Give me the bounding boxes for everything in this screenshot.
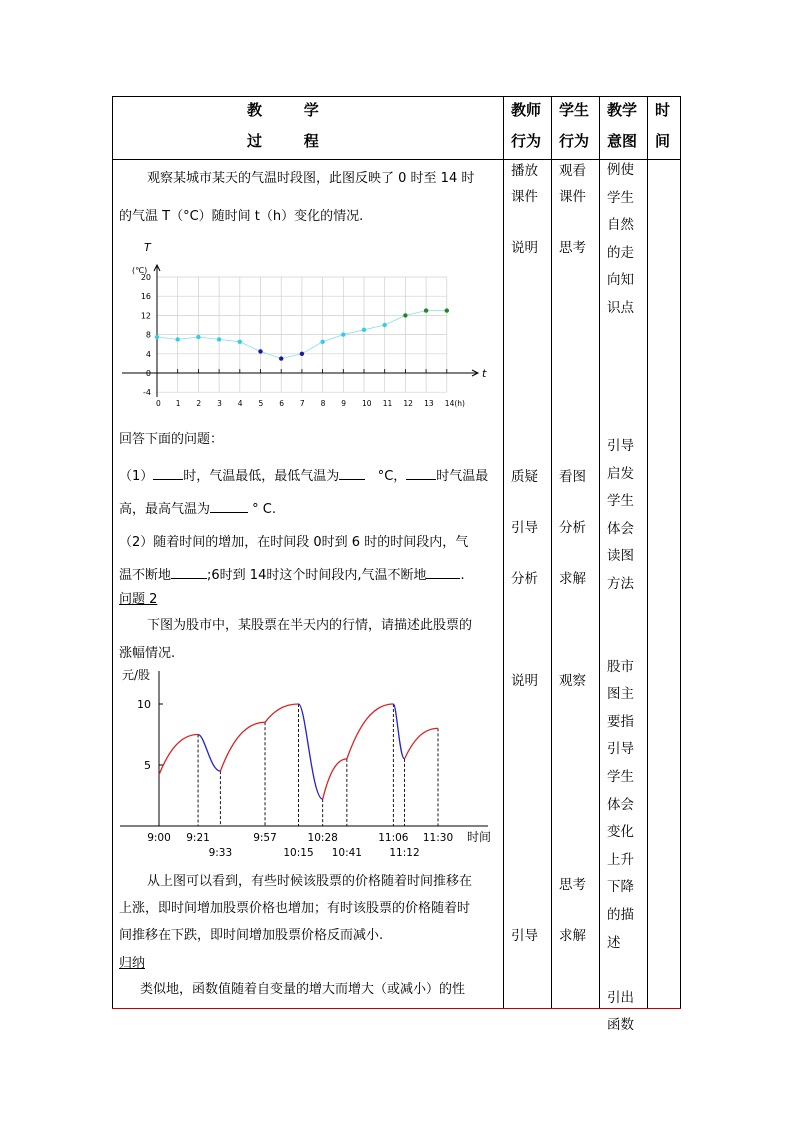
- temperature-x-tick-label: 14(h): [444, 399, 465, 409]
- temperature-x-tick-label: 12: [403, 399, 413, 409]
- stock-chart-marks: [120, 671, 488, 859]
- q1-text-a: 时，气温最低，最低气温为: [183, 469, 340, 484]
- teacher-behavior-item: [511, 363, 538, 389]
- q1-text-c: 时气温最: [436, 469, 489, 484]
- stock-x-tick-label: 9:21: [186, 832, 210, 844]
- temperature-y-tick-label: 16: [140, 292, 151, 302]
- temperature-x-tick-label: 8: [320, 399, 326, 409]
- q1-number: （1）: [119, 469, 154, 484]
- temperature-y-tick-label: 12: [140, 311, 151, 321]
- observation-line-3: 间推移在下跌，即时间增加股票价格反而减小.: [119, 928, 384, 943]
- stock-y-axis-label: 元/股: [122, 668, 151, 682]
- temperature-x-tick-label: 2: [196, 399, 202, 409]
- teacher-behavior-item: [511, 440, 538, 466]
- q2-text-a: 温不断地: [119, 568, 172, 583]
- teacher-behavior-item: 课件: [511, 188, 538, 205]
- temperature-chart-grid: [157, 277, 447, 392]
- teaching-intent-item: 图主: [607, 686, 634, 703]
- q1-text-d: 高，最高气温为: [119, 502, 211, 517]
- teaching-intent-item: 方法: [607, 575, 634, 592]
- teacher-behavior-item: [511, 797, 538, 823]
- stock-x-tick-label: 9:33: [208, 847, 233, 859]
- temperature-x-tick-label: 0: [156, 399, 161, 409]
- teacher-behavior-item: [511, 414, 538, 440]
- teacher-behavior-item: [511, 542, 538, 568]
- teacher-behavior-item: 分析: [511, 571, 538, 587]
- teaching-intent-item: 学生: [607, 189, 634, 206]
- temperature-y-unit: (℃): [132, 266, 148, 275]
- teaching-intent-item: 的描: [607, 907, 634, 924]
- temperature-x-tick-label: 11: [382, 399, 393, 409]
- student-behavior-item: [559, 261, 586, 287]
- temperature-x-tick-label: 7: [299, 399, 305, 409]
- temperature-chart: [118, 238, 490, 410]
- temperature-y-tick-label: 20: [140, 273, 151, 282]
- temperature-x-tick-label: 13: [424, 399, 434, 409]
- stock-x-tick-label: 11:06: [378, 832, 409, 844]
- teacher-behavior-item: [511, 899, 538, 925]
- stock-x-tick-label: 11:30: [422, 832, 454, 844]
- stock-rise-segment: [220, 722, 265, 771]
- q2-blank-second[interactable]: [426, 578, 460, 579]
- student-behavior-item: [559, 389, 586, 415]
- student-behavior-item: [559, 312, 586, 338]
- stock-x-tick-label: 11:12: [389, 847, 420, 859]
- teacher-behavior-item: [511, 389, 538, 415]
- q2-text-b: ;6时到 14时这个时间段内,气温不断地: [207, 568, 427, 583]
- teacher-behavior-item: [511, 312, 538, 338]
- header-col2-line1: 教师: [511, 101, 542, 119]
- student-behavior-item: 思考: [559, 239, 586, 256]
- answer-prompt: 回答下面的问题：: [119, 432, 224, 447]
- teacher-behavior-item: [511, 848, 538, 874]
- temperature-data-point: [217, 337, 221, 341]
- student-behavior-column: [559, 159, 586, 950]
- teaching-intent-column: [607, 157, 634, 1040]
- teaching-intent-item: 自然: [607, 217, 634, 234]
- teaching-intent-item: 上升: [607, 851, 634, 868]
- student-behavior-item: [559, 771, 586, 797]
- header-col3-line2: 行为: [559, 132, 590, 150]
- stock-x-tick-label: 10:15: [283, 847, 314, 859]
- temperature-data-point: [341, 332, 345, 336]
- student-behavior-item: 思考: [559, 877, 586, 893]
- teaching-intent-item: 学生: [607, 769, 634, 786]
- temperature-x-tick-label: 9: [341, 399, 347, 409]
- teacher-behavior-column: [511, 159, 538, 950]
- teaching-intent-item: 引导: [607, 437, 634, 454]
- header-col1-line2: 过 程: [247, 132, 319, 150]
- teaching-intent-item: 学生: [607, 493, 634, 510]
- header-col2-line2: 行为: [511, 132, 542, 150]
- teacher-behavior-item: [511, 720, 538, 746]
- observation-line-1: 从上图可以看到，有些时候该股票的价格随着时间推移在: [147, 874, 473, 889]
- teacher-behavior-item: 质疑: [511, 469, 538, 485]
- teaching-intent-item: 述: [607, 934, 621, 951]
- stock-rise-segment: [159, 735, 198, 775]
- q2-blank-first[interactable]: [171, 578, 207, 579]
- temperature-y-tick-label: 4: [145, 349, 151, 359]
- page-bottom-rule: [112, 1008, 681, 1009]
- question-1-line-2: [119, 498, 276, 517]
- teacher-behavior-item: [511, 695, 538, 721]
- teacher-behavior-item: [511, 287, 538, 313]
- summary-line-1: 类似地，函数值随着自变量的增大而增大（或减小）的性: [140, 982, 466, 997]
- col-divider-4: [647, 97, 648, 1008]
- student-behavior-item: 求解: [559, 571, 586, 587]
- teacher-behavior-item: [511, 593, 538, 619]
- stock-y-tick-label: 5: [144, 759, 151, 772]
- student-behavior-item: [559, 593, 586, 619]
- header-col4-line1: 教学: [607, 101, 638, 119]
- q1-blank-min-time[interactable]: [153, 479, 183, 480]
- stock-rise-segment: [405, 728, 438, 759]
- teacher-behavior-item: 说明: [511, 673, 538, 689]
- stock-fall-segment: [299, 704, 323, 799]
- student-behavior-item: [559, 210, 586, 236]
- header-col4-line2: 意图: [607, 132, 638, 150]
- intro-line-1: 观察某城市某天的气温时段图，此图反映了 0 时至 14 时: [147, 171, 475, 186]
- student-behavior-item: [559, 491, 586, 517]
- temperature-data-point: [362, 328, 366, 332]
- header-col5-line1: 时: [655, 101, 671, 119]
- student-behavior-item: 求解: [559, 928, 586, 944]
- teacher-behavior-item: [511, 771, 538, 797]
- teacher-behavior-item: [511, 644, 538, 670]
- temperature-data-point: [238, 340, 242, 344]
- teaching-intent-item: 读图: [607, 548, 634, 565]
- problem-2-desc-2: 涨幅情况.: [119, 646, 176, 661]
- teaching-intent-item: [607, 350, 634, 378]
- teaching-intent-item: 下降: [607, 879, 634, 896]
- teaching-intent-item: 要指: [607, 713, 634, 730]
- temperature-x-tick-label: 5: [258, 399, 264, 409]
- temperature-x-tick-label: 4: [237, 399, 243, 409]
- teacher-behavior-item: 播放: [511, 163, 538, 179]
- student-behavior-item: [559, 338, 586, 364]
- teaching-intent-item: [607, 405, 634, 433]
- summary-title: 归纳: [119, 956, 146, 971]
- teaching-intent-item: 识点: [607, 299, 634, 316]
- temperature-data-point: [300, 352, 304, 356]
- observation-line-2: 上涨，即时间增加股票价格也增加；有时该股票的价格随着时: [119, 901, 471, 916]
- stock-rise-segment: [347, 704, 394, 759]
- col-divider-3: [599, 97, 600, 1008]
- teaching-intent-item: [607, 599, 634, 627]
- temperature-data-point: [176, 337, 180, 341]
- header-col5-line2: 间: [655, 132, 671, 150]
- teaching-intent-item: [607, 323, 634, 351]
- stock-y-tick-label: 10: [137, 698, 151, 711]
- teaching-intent-item: 的走: [607, 244, 634, 261]
- temperature-data-point: [258, 349, 262, 353]
- header-col1-line1: 教 学: [247, 101, 319, 119]
- question-2-line-1: （2）随着时间的增加，在时间段 0时到 6 时的时间段内，气: [119, 535, 469, 550]
- teaching-intent-item: 引导: [607, 741, 634, 758]
- temperature-x-tick-label: 6: [279, 399, 284, 409]
- student-behavior-item: [559, 899, 586, 925]
- question-1-line-1: [119, 465, 488, 484]
- student-behavior-item: [559, 695, 586, 721]
- student-behavior-item: [559, 720, 586, 746]
- student-behavior-item: [559, 440, 586, 466]
- q1-text-e: ° C.: [252, 502, 276, 517]
- teaching-intent-item: 启发: [607, 465, 634, 482]
- student-behavior-item: [559, 542, 586, 568]
- student-behavior-item: [559, 822, 586, 848]
- col-divider-1: [503, 97, 504, 1008]
- problem-2-desc-1: 下图为股市中，某股票在半天内的行情，请描述此股票的: [147, 618, 473, 633]
- question-2-line-2: [119, 564, 465, 583]
- teaching-intent-item: 体会: [607, 520, 634, 537]
- header-col3-line1: 学生: [559, 101, 590, 119]
- teacher-behavior-item: [511, 822, 538, 848]
- q1-text-b: °C，: [377, 469, 407, 484]
- stock-fall-segment: [393, 704, 404, 759]
- student-behavior-item: 看图: [559, 469, 586, 485]
- temperature-x-tick-label: 1: [175, 399, 181, 409]
- stock-rise-segment: [323, 759, 347, 799]
- temperature-data-point: [155, 335, 159, 339]
- student-behavior-item: 观看: [559, 163, 586, 179]
- student-behavior-item: 观察: [559, 673, 586, 689]
- temperature-data-point: [383, 323, 387, 327]
- temperature-chart-marks: [122, 265, 478, 408]
- temperature-data-point: [196, 335, 200, 339]
- teaching-intent-item: 变化: [607, 824, 634, 841]
- teaching-intent-item: 例使: [607, 162, 634, 178]
- stock-x-tick-label: 10:28: [307, 832, 338, 844]
- temperature-y-tick-label: 8: [145, 330, 151, 340]
- stock-x-tick-label: 9:57: [253, 832, 277, 844]
- intro-line-2: 的气温 T（°C）随时间 t（h）变化的情况.: [119, 209, 364, 224]
- student-behavior-item: [559, 797, 586, 823]
- teacher-behavior-item: 说明: [511, 239, 538, 256]
- q2-text-c: .: [460, 568, 465, 583]
- problem-2-title: 问题 2: [119, 592, 158, 607]
- temperature-data-point: [320, 340, 324, 344]
- temperature-data-point: [403, 313, 407, 317]
- temperature-y-tick-label: -4: [143, 388, 151, 398]
- temperature-data-point: [445, 308, 449, 312]
- temperature-y-tick-label: 0: [145, 369, 151, 378]
- teacher-behavior-item: [511, 873, 538, 899]
- stock-x-axis-label: 时间: [467, 830, 492, 844]
- q1-blank-max-time[interactable]: [406, 479, 436, 480]
- student-behavior-item: 分析: [559, 520, 586, 536]
- teacher-behavior-item: [511, 210, 538, 236]
- student-behavior-item: [559, 287, 586, 313]
- temperature-y-axis-label: T: [144, 241, 151, 254]
- teaching-intent-item: 股市: [607, 658, 634, 675]
- student-behavior-item: [559, 746, 586, 772]
- stock-x-tick-label: 10:41: [331, 847, 362, 859]
- temperature-data-point: [424, 308, 428, 312]
- student-behavior-item: 课件: [559, 188, 586, 205]
- teacher-behavior-item: [511, 261, 538, 287]
- teaching-intent-item: [607, 626, 634, 654]
- student-behavior-item: [559, 414, 586, 440]
- col-divider-2: [551, 97, 552, 1008]
- stock-rise-segment: [265, 704, 298, 722]
- teacher-behavior-item: [511, 491, 538, 517]
- q1-blank-max-temp[interactable]: [210, 512, 248, 513]
- stock-chart: [118, 663, 498, 863]
- student-behavior-item: [559, 618, 586, 644]
- student-behavior-item: [559, 848, 586, 874]
- teaching-intent-item: 向知: [607, 272, 634, 289]
- temperature-x-tick-label: 3: [217, 399, 222, 409]
- q1-blank-min-temp[interactable]: [339, 479, 365, 480]
- student-behavior-item: [559, 644, 586, 670]
- teaching-intent-item: 引出: [607, 989, 634, 1006]
- teaching-intent-item: 体会: [607, 796, 634, 813]
- teacher-behavior-item: [511, 618, 538, 644]
- teacher-behavior-item: 引导: [511, 520, 538, 536]
- header-divider: [113, 159, 680, 160]
- teaching-intent-item: [607, 957, 634, 985]
- stock-x-tick-label: 9:00: [147, 832, 171, 844]
- temperature-x-axis-label: t: [482, 367, 487, 380]
- temperature-data-point: [279, 356, 283, 360]
- teacher-behavior-item: 引导: [511, 928, 538, 944]
- teacher-behavior-item: [511, 746, 538, 772]
- teaching-intent-item: 函数: [607, 1017, 634, 1034]
- teacher-behavior-item: [511, 338, 538, 364]
- teaching-intent-item: [607, 378, 634, 406]
- student-behavior-item: [559, 363, 586, 389]
- temperature-x-tick-label: 10: [362, 399, 372, 409]
- stock-fall-segment: [198, 735, 220, 772]
